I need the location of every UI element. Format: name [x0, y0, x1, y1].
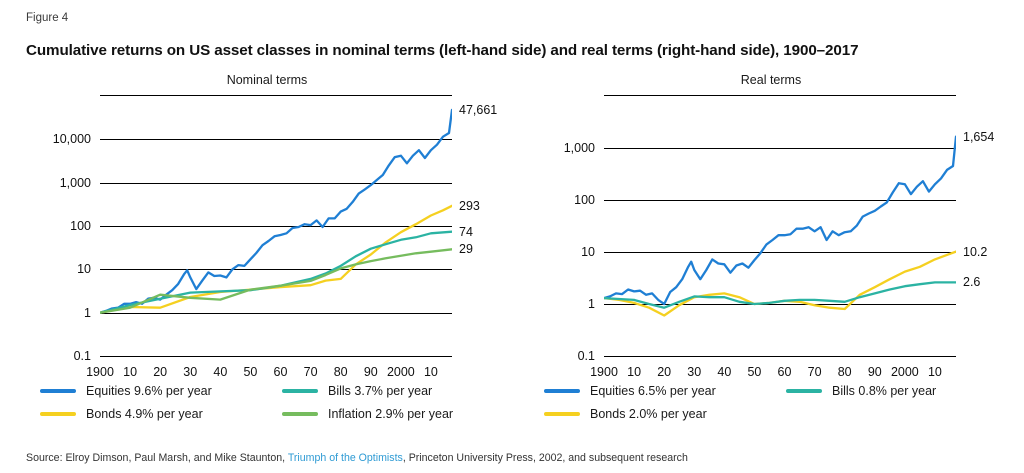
source-suffix: , Princeton University Press, 2002, and subsequent research — [402, 452, 688, 464]
legend-label: Bonds 4.9% per year — [86, 406, 203, 421]
source-note — [26, 452, 688, 464]
x-axis-tick-label: 2000 — [386, 365, 415, 379]
plot-area-nominal — [52, 95, 498, 379]
x-axis-tick-label: 10 — [423, 365, 438, 379]
series-line-equities — [604, 137, 956, 304]
legend-item[interactable] — [544, 402, 786, 425]
y-axis-tick-label: 1,000 — [59, 175, 91, 190]
legend-item[interactable] — [40, 379, 282, 402]
legend-swatch-icon — [40, 412, 76, 416]
x-axis-tick-label: 40 — [213, 365, 228, 379]
y-axis-tick-label: 1,000 — [563, 141, 595, 155]
x-axis-tick-label: 1900 — [86, 365, 114, 379]
x-axis-tick-label: 90 — [363, 365, 378, 379]
legend-row — [40, 379, 510, 402]
legend-item[interactable] — [282, 379, 432, 402]
figure-label: Figure 4 — [26, 12, 69, 24]
legend-swatch-icon — [786, 389, 822, 393]
end-value-label-bills: 74 — [459, 224, 473, 239]
x-axis-tick-label: 60 — [777, 365, 792, 379]
x-axis-tick-label: 20 — [657, 365, 672, 379]
x-axis-tick-label: 50 — [747, 365, 762, 379]
x-axis-tick-label: 30 — [687, 365, 702, 379]
chart-panels — [18, 73, 1008, 421]
x-axis-tick-label: 30 — [183, 365, 198, 379]
legend-item[interactable] — [40, 402, 282, 425]
end-value-label-equities: 1,654 — [963, 129, 995, 144]
legend-label: Equities 9.6% per year — [86, 383, 212, 398]
legend-row — [544, 379, 1014, 402]
legend-row — [40, 402, 510, 425]
x-axis-tick-label: 10 — [627, 365, 642, 379]
y-axis-tick-label: 1 — [588, 297, 595, 311]
series-layer — [604, 96, 956, 356]
x-axis-tick-label: 50 — [243, 365, 258, 379]
x-axis-tick-label: 60 — [273, 365, 288, 379]
legend-label: Bonds 2.0% per year — [590, 406, 707, 421]
x-axis-tick-label: 70 — [303, 365, 318, 379]
plot-area-real — [563, 95, 995, 379]
x-axis-tick-label: 40 — [717, 365, 732, 379]
y-axis-tick-label: 10 — [581, 245, 595, 259]
legend-label: Inflation 2.9% per year — [328, 406, 454, 421]
legend-real — [544, 379, 1014, 425]
legend-label: Bills 3.7% per year — [328, 383, 433, 398]
series-line-bills — [604, 282, 956, 307]
source-prefix: Source: Elroy Dimson, Paul Marsh, and Mike Staunton, — [26, 452, 288, 464]
series-line-bills — [100, 232, 452, 313]
y-axis-tick-label: 0.1 — [73, 349, 91, 363]
panel-title-real: Real terms — [740, 73, 802, 87]
legend-label: Bills 0.8% per year — [832, 383, 937, 398]
x-axis-tick-label: 1900 — [590, 365, 618, 379]
series-line-equities — [100, 110, 452, 313]
legend-swatch-icon — [40, 389, 76, 393]
y-axis-tick-label: 10 — [77, 262, 91, 277]
legend-item[interactable] — [786, 379, 936, 402]
legend-swatch-icon — [544, 412, 580, 416]
x-axis-tick-label: 80 — [837, 365, 852, 379]
series-line-inflation — [100, 249, 452, 312]
chart-panel-real — [526, 73, 1016, 393]
source-link[interactable]: Triumph of the Optimists — [287, 452, 403, 464]
end-value-label-bonds: 10.2 — [963, 244, 988, 259]
end-value-label-bonds: 293 — [459, 198, 480, 213]
legend-swatch-icon — [282, 412, 318, 416]
legend-row — [544, 402, 1014, 425]
y-axis-tick-label: 100 — [574, 193, 595, 207]
y-axis-tick-label: 0.1 — [577, 349, 595, 363]
legend-item[interactable] — [282, 402, 453, 425]
legend-item[interactable] — [544, 379, 786, 402]
legend-nominal — [40, 379, 510, 425]
end-value-label-equities: 47,661 — [459, 102, 498, 117]
x-axis-tick-label: 90 — [867, 365, 882, 379]
x-axis-tick-label: 70 — [807, 365, 822, 379]
legend-swatch-icon — [282, 389, 318, 393]
y-axis-tick-label: 1 — [84, 305, 91, 320]
x-axis-tick-label: 10 — [123, 365, 138, 379]
end-value-label-bills: 2.6 — [963, 275, 981, 290]
x-axis-tick-label: 80 — [333, 365, 348, 379]
legend-label: Equities 6.5% per year — [590, 383, 716, 398]
x-axis-tick-label: 20 — [153, 365, 168, 379]
x-axis-tick-label: 10 — [927, 365, 942, 379]
y-axis-tick-label: 10,000 — [52, 132, 91, 147]
y-axis-tick-label: 100 — [70, 219, 91, 233]
legend-swatch-icon — [544, 389, 580, 393]
end-value-label-inflation: 29 — [459, 242, 473, 257]
panel-title-nominal: Nominal terms — [226, 73, 308, 87]
page-title: Cumulative returns on US asset classes in nominal terms (left-hand side) and real terms (right-hand side), 1900–2017 — [26, 42, 859, 59]
x-axis-tick-label: 2000 — [890, 365, 919, 379]
series-layer — [100, 96, 452, 356]
chart-panel-nominal — [22, 73, 512, 393]
